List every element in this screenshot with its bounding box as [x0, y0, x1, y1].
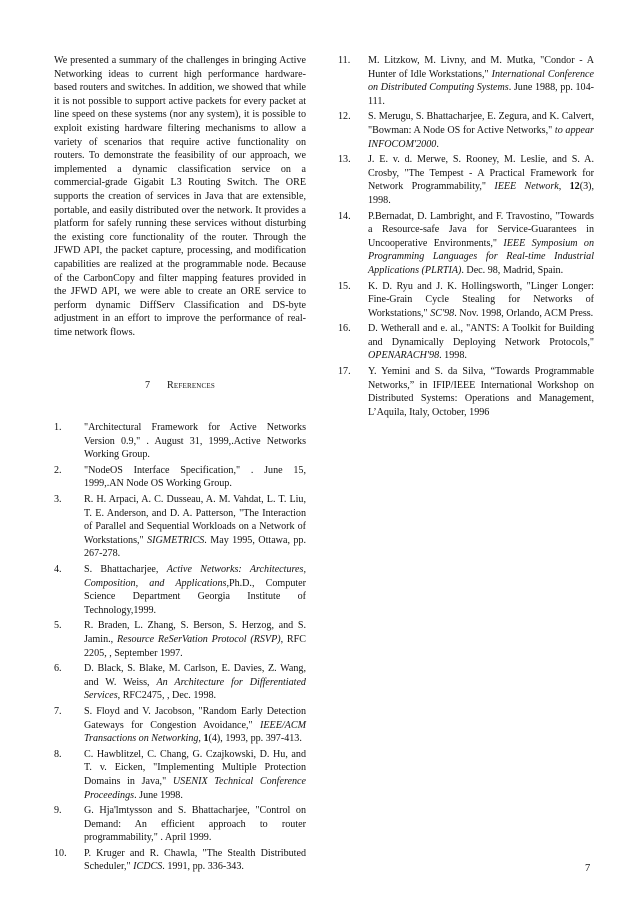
reference-text [84, 748, 306, 802]
reference-segment: 12 [569, 181, 580, 193]
reference-item [54, 662, 306, 703]
reference-segment: International Conference on Distributed Computing Systems [368, 68, 594, 94]
reference-segment: D. Wetherall and e. al., "ANTS: A Toolkit for Building and Dynamically Deploying Network Protocols," [368, 323, 594, 348]
reference-text [84, 662, 306, 703]
reference-number: 2. [54, 464, 62, 476]
reference-segment: S. Floyd and V. Jacobson, "Random Early Detection Gateways for Congestion Avoidance," [84, 705, 306, 731]
reference-segment: . [436, 138, 439, 150]
reference-segment: , [198, 733, 204, 745]
reference-item [54, 705, 306, 746]
reference-segment: D. Black, S. Blake, M. Carlson, E. Davies, Z. Wang, and W. Weiss, [84, 663, 306, 688]
reference-segment: (3), 1998. [368, 181, 594, 206]
reference-segment: K. D. Ryu and J. K. Hollingsworth, "Linger Longer: Fine-Grain Cycle Stealing for Networks of Workstations," [368, 280, 594, 319]
reference-segment: IEEE Network [494, 181, 559, 193]
reference-number: 17. [338, 366, 351, 378]
reference-number: 13. [338, 154, 351, 166]
reference-segment: S. Merugu, S. Bhattacharjee, E. Zegura, and K. Calvert, "Bowman: A Node OS for Active Networks," [368, 111, 594, 136]
reference-item [338, 210, 594, 278]
reference-number: 7. [54, 705, 62, 717]
reference-text [368, 365, 594, 419]
reference-text [368, 153, 594, 207]
reference-segment: "Architectural Framework for Active Networks Version 0.9," . August 31, 1999,.Active Networks Working Group. [84, 422, 306, 461]
left-column [54, 54, 306, 876]
reference-text [368, 210, 594, 278]
reference-item [338, 54, 594, 108]
reference-segment: "NodeOS Interface Specification," . June 15, 1999,.AN Node OS Working Group. [84, 464, 306, 490]
reference-number: 10. [54, 847, 67, 859]
reference-number: 15. [338, 280, 351, 292]
reference-item [54, 493, 306, 561]
reference-segment: , [558, 181, 570, 193]
section-number: 7 [145, 380, 151, 392]
reference-segment: IEEE Symposium on Programming Languages for Real-time Industrial Applications (PLRTIA) [368, 237, 594, 276]
reference-item [338, 153, 594, 207]
reference-segment: Active Networks: Architectures, Composition, and Applications [84, 564, 306, 589]
reference-segment: , RFC2475, , Dec. 1998. [117, 690, 217, 702]
reference-segment: G. Hja'lmtysson and S. Bhattacharjee, "Control on Demand: An efficient approach to router programmability," . April 1999. [84, 805, 306, 844]
reference-segment: . 1991, pp. 336-343. [162, 861, 244, 873]
page-number: 7 [585, 863, 591, 874]
reference-number: 6. [54, 663, 62, 675]
reference-segment: C. Hawblitzel, C. Chang, G. Czajkowski, D. Hu, and T. v. Eicken, "Implementing Multiple Protection Domains in Java," [84, 748, 306, 787]
reference-item [54, 464, 306, 491]
reference-text [368, 280, 594, 321]
reference-segment: An Architecture for Differentiated Services [84, 676, 306, 702]
reference-number: 1. [54, 422, 62, 434]
reference-segment: . May 1995, Ottawa, pp. 267-278. [84, 534, 307, 560]
reference-item [338, 322, 594, 363]
reference-number: 12. [338, 111, 351, 123]
reference-number: 5. [54, 620, 62, 632]
reference-segment: ,Ph.D., Computer Science Department Georgia Institute of Technology,1999. [84, 577, 307, 616]
reference-segment: J. E. v. d. Merwe, S. Rooney, M. Leslie, and S. A. Crosby, "The Tempest - A Practical Framework for Network Programmability," [368, 154, 594, 193]
reference-list-left [54, 421, 306, 874]
reference-segment: IEEE/ACM Transactions on Networking [84, 719, 306, 745]
reference-item [338, 280, 594, 321]
reference-segment: . 1998. [439, 350, 467, 362]
reference-segment: R. Braden, L. Zhang, S. Berson, S. Herzog, and S. Jamin., [84, 620, 306, 645]
reference-segment: P.Bernadat, D. Lambright, and F. Travostino, "Towards a Resource-safe Java for Service-Guarantees in Uncooperative Environments," [368, 210, 594, 249]
reference-text [368, 322, 594, 363]
summary-paragraph: We presented a summary of the challenges in bringing Active Networking ideas to current high performance hardware-based routers and switches. In addition, we showed that while it is not possible to support active packets for every packet at line speed on these systems (nor any system), it is possible to exploit existing hardware filtering mechanisms to allow a variety of scenarios that require active functionality on routers. To demonstrate the feasibility of our approach, we implemented a dynamic classification service on a commercial-grade Gigabit L3 Routing Switch. The ORE supports the creation of services in Java that are extensible, portable, and easily distributed over the network. It provides a platform for safely running these services without disturbing the existing core functionality of the router. Through the JFWD API, the packet capture, processing, and modification capabilities are realized at the programmable node. Because of the CarbonCopy and filter mapping features provided in the JFWD API, we were able to create an ORE service to perform dynamic DiffServ Classification and DS-byte adjustment in an effort to improve the performance of real-time network flows. [54, 55, 306, 338]
reference-number: 9. [54, 805, 62, 817]
reference-number: 8. [54, 748, 62, 760]
reference-list-right [338, 54, 594, 419]
reference-segment: Resource ReSerVation Protocol (RSVP) [116, 633, 281, 645]
reference-text [84, 847, 306, 874]
reference-text [84, 804, 306, 845]
reference-segment: ICDCS [133, 861, 163, 873]
reference-text [368, 110, 594, 151]
reference-item [54, 619, 306, 660]
reference-segment: R. H. Arpaci, A. C. Dusseau, A. M. Vahdat, L. T. Liu, T. E. Anderson, and D. A. Patterson, "The Interaction of Parallel and Sequential Workloads on a Network of Workstations," [84, 494, 306, 546]
reference-item [338, 110, 594, 151]
reference-number: 11. [338, 55, 351, 66]
reference-text [84, 493, 306, 561]
reference-segment: 1 [203, 733, 209, 745]
references-heading [54, 379, 306, 393]
reference-item [54, 421, 306, 462]
reference-segment: . Dec. 98, Madrid, Spain. [461, 264, 564, 276]
reference-segment: SIGMETRICS [147, 534, 205, 546]
reference-number: 14. [338, 210, 351, 222]
reference-segment: P. Kruger and R. Chawla, "The Stealth Distributed Scheduler," [84, 847, 306, 873]
reference-text [368, 54, 594, 108]
reference-text [84, 421, 306, 462]
reference-text [84, 464, 306, 491]
reference-item [338, 365, 594, 419]
reference-text [84, 619, 306, 660]
reference-segment: M. Litzkow, M. Livny, and M. Mutka, "Condor - A Hunter of Idle Workstations," [368, 55, 594, 80]
reference-number: 3. [54, 494, 62, 506]
reference-item [54, 847, 306, 874]
reference-text [84, 563, 306, 617]
reference-number: 16. [338, 323, 351, 335]
reference-segment: S. Bhattacharjee, [84, 564, 167, 575]
reference-item [54, 748, 306, 802]
section-title: References [166, 380, 215, 392]
reference-segment: . June 1988, pp. 104-111. [368, 82, 594, 107]
reference-segment: Y. Yemini and S. da Silva, “Towards Programmable Networks,” in IFIP/IEEE International Workshop on Distributed Systems: Operations and Management, L’Aquila, Italy, October, 1996 [368, 366, 594, 418]
reference-segment: SC'98 [430, 307, 455, 319]
reference-segment: , RFC 2205, , September 1997. [84, 633, 306, 659]
reference-item [54, 804, 306, 845]
reference-segment: to appear INFOCOM'2000 [368, 124, 594, 150]
reference-segment: USENIX Technical Conference Proceedings [84, 775, 306, 801]
right-column [338, 54, 594, 421]
reference-item [54, 563, 306, 617]
reference-segment: . June 1998. [134, 789, 183, 801]
reference-segment: . Nov. 1998, Orlando, ACM Press. [454, 307, 594, 319]
reference-segment: OPENARACH'98 [368, 350, 440, 362]
reference-number: 4. [54, 564, 62, 575]
reference-text [84, 705, 306, 746]
reference-segment: (4), 1993, pp. 397-413. [208, 733, 302, 745]
